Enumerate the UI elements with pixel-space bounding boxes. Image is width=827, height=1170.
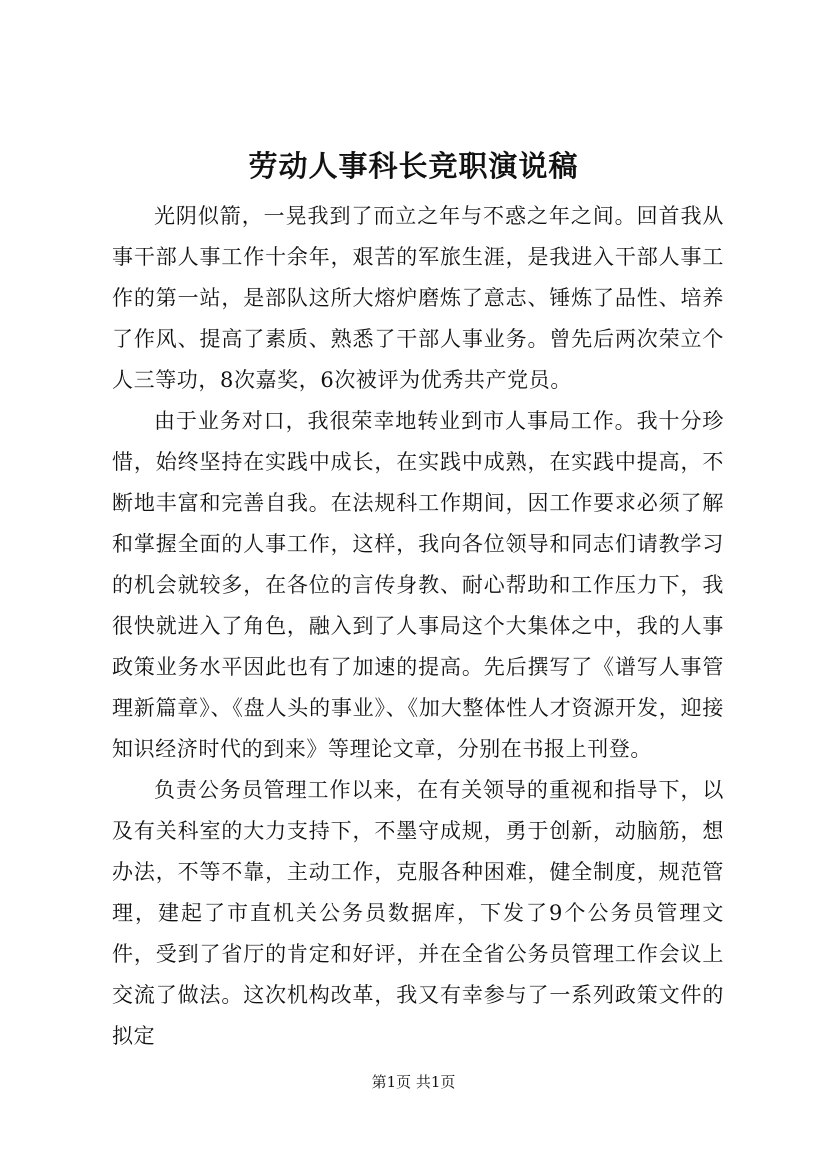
- document-body: [112, 196, 724, 1057]
- paragraph-1: 光阴似箭，一晃我到了而立之年与不惑之年之间。回首我从事干部人事工作十余年，艰苦的军旅生涯，是我进入干部人事工作的第一站，是部队这所大熔炉磨炼了意志、锤炼了品性、培养了作风、提高了素质、熟悉了干部人事业务。曾先后两次荣立个人三等功，8次嘉奖，6次被评为优秀共产党员。: [112, 204, 724, 392]
- document-title: 劳动人事科长竞职演说稿: [248, 149, 579, 183]
- paragraph-3: 负责公务员管理工作以来，在有关领导的重视和指导下，以及有关科室的大力支持下，不墨守成规，勇于创新，动脑筋，想办法，不等不靠，主动工作，克服各种困难，健全制度，规范管理，建起了市直机关公务员数据库，下发了9个公务员管理文件，受到了省厅的肯定和好评，并在全省公务员管理工作会议上交流了做法。这次机构改革，我又有幸参与了一系列政策文件的拟定: [112, 778, 724, 1048]
- page-footer: 第1页 共1页: [371, 1073, 456, 1091]
- paragraph-2: 由于业务对口，我很荣幸地转业到市人事局工作。我十分珍惜，始终坚持在实践中成长，在实践中成熟，在实践中提高，不断地丰富和完善自我。在法规科工作期间，因工作要求必须了解和掌握全面的人事工作，这样，我向各位领导和同志们请教学习的机会就较多，在各位的言传身教、耐心帮助和工作压力下，我很快就进入了角色，融入到了人事局这个大集体之中，我的人事政策业务水平因此也有了加速的提高。先后撰写了《谱写人事管理新篇章》、《盘人头的事业》、《加大整体性人才资源开发，迎接知识经济时代的到来》等理论文章，分别在书报上刊登。: [112, 409, 724, 761]
